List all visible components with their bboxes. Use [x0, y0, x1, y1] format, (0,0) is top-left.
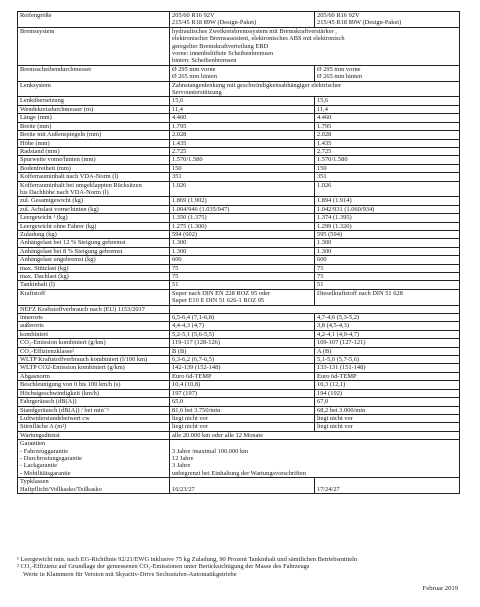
row-value-petrol: 11,4: [170, 105, 315, 113]
row-value-diesel: liegt nicht vor: [315, 414, 460, 422]
row-value-diesel: 1.570/1.580: [315, 156, 460, 164]
table-row: [18, 381, 460, 389]
row-value-diesel: 1.042/931 (1.060/934): [315, 205, 460, 213]
row-label: Anhängelast ungebremst (kg): [18, 256, 170, 264]
row-label: Abgasnorm: [18, 372, 170, 380]
row-value-diesel: 1.026: [315, 181, 460, 197]
row-label: Leergewicht ohne Fahrer (kg): [18, 222, 170, 230]
row-label: Bremsscheibendurchmesser: [18, 65, 170, 81]
table-row: [18, 97, 460, 105]
table-row: [18, 12, 460, 28]
table-row: [18, 264, 460, 272]
table-row: [18, 356, 460, 364]
row-value-petrol: B (B): [170, 347, 315, 355]
table-row: [18, 256, 460, 264]
footnotes: [17, 556, 459, 578]
table-row: [18, 440, 460, 478]
row-label: Wartungsdienst: [18, 431, 170, 439]
row-label: Standgeräusch (dB(A)) / bei min⁻¹: [18, 406, 170, 414]
row-label: Breite mit Außenspiegeln (mm): [18, 131, 170, 139]
table-row: [18, 105, 460, 113]
row-value-petrol: 4,4-4,3 (4,7): [170, 322, 315, 330]
row-value-diesel: 68,2 bei 3.000/min: [315, 406, 460, 414]
row-label: Bremssystem: [18, 27, 170, 65]
row-value-diesel: 150: [315, 164, 460, 172]
row-value-diesel: Euro 6d-TEMP: [315, 372, 460, 380]
table-row: [18, 339, 460, 347]
table-row: [18, 114, 460, 122]
table-row: [18, 414, 460, 422]
row-value-petrol: 1.026: [170, 181, 315, 197]
row-value-diesel: 133-131 (151-148): [315, 364, 460, 372]
table-row: [18, 478, 460, 494]
row-value-petrol: 75: [170, 273, 315, 281]
row-value-diesel: 10,3 (12,1): [315, 381, 460, 389]
row-value-petrol: 205/60 R16 92V 215/45 R18 89W (Design-Paket): [170, 12, 315, 28]
row-value-diesel: 1.795: [315, 122, 460, 130]
row-value-diesel: 11,4: [315, 105, 460, 113]
table-row: [18, 230, 460, 238]
table-row: [18, 347, 460, 355]
row-label: Höchstgeschwindigkeit (km/h): [18, 389, 170, 397]
table-row: [18, 131, 460, 139]
row-value-petrol: 197 (197): [170, 389, 315, 397]
row-label: Wendekreisdurchmesser (m): [18, 105, 170, 113]
row-value-diesel: 2.028: [315, 131, 460, 139]
table-row: [18, 239, 460, 247]
row-value-diesel: 5,1-5,0 (5,7-5,6): [315, 356, 460, 364]
row-label: Radstand (mm): [18, 147, 170, 155]
row-value-diesel: 2.725: [315, 147, 460, 155]
table-row: [18, 122, 460, 130]
row-value-petrol: 594 (602): [170, 230, 315, 238]
row-value-petrol: 600: [170, 256, 315, 264]
row-label: Lenksystem: [18, 81, 170, 97]
row-value-diesel: Ø 295 mm vorne Ø 265 mm hinten: [315, 65, 460, 81]
row-value-diesel: 75: [315, 273, 460, 281]
row-value-petrol: 2.028: [170, 131, 315, 139]
table-row: [18, 205, 460, 213]
row-label: Anhängelast bei 12 % Steigung gebremst: [18, 239, 170, 247]
row-value-diesel: 4.460: [315, 114, 460, 122]
row-label: zul. Gesamtgewicht (kg): [18, 197, 170, 205]
table-row: [18, 164, 460, 172]
table-row: [18, 139, 460, 147]
row-value-petrol: 1.275 (1.300): [170, 222, 315, 230]
row-label: kombiniert: [18, 330, 170, 338]
row-value-petrol: 4.460: [170, 114, 315, 122]
row-value-petrol: Euro 6d-TEMP: [170, 372, 315, 380]
table-row: [18, 214, 460, 222]
table-row: [18, 406, 460, 414]
row-value-merged: [170, 305, 460, 313]
row-label: Spurweite vorne/hinten (mm): [18, 156, 170, 164]
row-value-petrol: 1.435: [170, 139, 315, 147]
row-label: Typklassen Haftpflicht/Vollkasko/Teilkasko: [18, 478, 170, 494]
row-label: Garantien - Fahrzeuggarantie - Durchrostungsgarantie - Lackgarantie - Mobilitätsgarantie: [18, 440, 170, 478]
row-value-diesel: 1.300: [315, 247, 460, 255]
table-row: [18, 398, 460, 406]
table-row: [18, 156, 460, 164]
table-row: [18, 314, 460, 322]
spec-table-body: [18, 12, 460, 494]
row-value-petrol: 1.300: [170, 239, 315, 247]
table-row: [18, 147, 460, 155]
row-value-petrol: liegt nicht vor: [170, 423, 315, 431]
footnote-1: ¹ Leergewicht min. nach EG-Richtlinie 92/21/EWG inklusive 75 kg Zuladung, 90 Prozent Tankinhalt und sämtlichen Betriebsmitteln: [17, 556, 358, 563]
row-label: Anhängelast bei 8 % Steigung gebremst: [18, 247, 170, 255]
table-row: [18, 423, 460, 431]
row-label: Kofferrauminhalt nach VDA-Norm (l): [18, 173, 170, 181]
row-value-petrol: 65,0: [170, 398, 315, 406]
row-value-petrol: 51: [170, 281, 315, 289]
row-label: max. Stützlast (kg): [18, 264, 170, 272]
table-row: [18, 431, 460, 439]
table-row: [18, 247, 460, 255]
row-value-petrol: Super nach DIN EN 228 ROZ 95 oder Super E10 E DIN 51 626-1 ROZ 95: [170, 289, 315, 305]
row-value-diesel: 1.374 (1.395): [315, 214, 460, 222]
row-value-diesel: 15,6: [315, 97, 460, 105]
row-value-diesel: 595 (594): [315, 230, 460, 238]
table-row: [18, 273, 460, 281]
row-value-diesel: 109-107 (127-121): [315, 339, 460, 347]
row-value-diesel: 51: [315, 281, 460, 289]
table-row: [18, 27, 460, 65]
row-value-petrol: 119-117 (128-126): [170, 339, 315, 347]
row-value-merged: alle 20.000 km oder alle 12 Monate: [170, 431, 460, 439]
row-label: innerorts: [18, 314, 170, 322]
row-value-diesel: liegt nicht vor: [315, 423, 460, 431]
row-value-diesel: 1.299 (1.320): [315, 222, 460, 230]
row-value-petrol: 6,3-6,2 (6,7-6,5): [170, 356, 315, 364]
row-value-petrol: 10,4 (10,8): [170, 381, 315, 389]
row-value-petrol: 16/23/27: [170, 478, 315, 494]
row-value-diesel: 75: [315, 264, 460, 272]
table-row: [18, 330, 460, 338]
row-label: Bodenfreiheit (mm): [18, 164, 170, 172]
table-row: [18, 289, 460, 305]
footnote-2: ² CO₂-Effizienz auf Grundlage der gemessenen CO₂-Emissionen unter Berücksichtigung der Masse des Fahrzeugs: [17, 563, 310, 571]
row-label: Fahrgeräusch (dB(A)): [18, 398, 170, 406]
table-row: [18, 281, 460, 289]
table-row: [18, 305, 460, 313]
table-row: [18, 65, 460, 81]
row-value-petrol: 142-139 (152-148): [170, 364, 315, 372]
table-row: [18, 222, 460, 230]
row-value-petrol: 1.350 (1.375): [170, 214, 315, 222]
row-label: Breite (mm): [18, 122, 170, 130]
row-value-merged: 3 Jahre /maximal 100.000 km 12 Jahre 3 Jahre unbegrenzt bei Einhaltung der Wartungsvorschriften: [170, 440, 460, 478]
table-row: [18, 372, 460, 380]
row-label: Leergewicht ¹ (kg): [18, 214, 170, 222]
row-value-diesel: 1.300: [315, 239, 460, 247]
row-label: zul. Achslast vorne/hinten (kg): [18, 205, 170, 213]
row-value-diesel: 1.435: [315, 139, 460, 147]
table-row: [18, 197, 460, 205]
row-label: außerorts: [18, 322, 170, 330]
row-label: Kofferrauminhalt bei umgeklappten Rücksitzen bis Dachhöhe nach VDA-Norm (l): [18, 181, 170, 197]
row-value-diesel: 67,0: [315, 398, 460, 406]
row-value-merged: Zahnstangenlenkung mit geschwindigkeitsabhängiger elektrischer Servounterstützung: [170, 81, 460, 97]
spec-table: [17, 11, 460, 494]
row-value-petrol: 1.570/1.580: [170, 156, 315, 164]
row-label: WLTP CO2-Emission kombiniert (g/km): [18, 364, 170, 372]
table-row: [18, 389, 460, 397]
table-row: [18, 322, 460, 330]
row-label: Zuladung (kg): [18, 230, 170, 238]
row-label: Tankinhalt (l): [18, 281, 170, 289]
row-value-petrol: 15,6: [170, 97, 315, 105]
row-label: max. Dachlast (kg): [18, 273, 170, 281]
row-value-petrol: 6,5-6,4 (7,1-6,8): [170, 314, 315, 322]
table-row: [18, 181, 460, 197]
row-value-diesel: 600: [315, 256, 460, 264]
row-value-diesel: 351: [315, 173, 460, 181]
row-value-petrol: 150: [170, 164, 315, 172]
row-value-petrol: liegt nicht vor: [170, 414, 315, 422]
row-label: WLTP Kraftstoffverbrauch kombiniert (l/100 km): [18, 356, 170, 364]
row-label: NEFZ Kraftstoffverbrauch nach (EU) 1153/2017: [18, 305, 170, 313]
table-row: [18, 364, 460, 372]
row-value-petrol: 5,2-5,1 (5,6-5,5): [170, 330, 315, 338]
row-label: Kraftstoff: [18, 289, 170, 305]
footnote-3: Werte in Klammern für Version mit Skyactiv-Drive Sechsstufen-Automatikgetriebe: [23, 570, 237, 578]
row-value-petrol: 81,6 bei 3.750/min: [170, 406, 315, 414]
row-label: CO₂-Effizienzklasse²: [18, 347, 170, 355]
row-value-diesel: 17/24/27: [315, 478, 460, 494]
row-label: Reifengröße: [18, 12, 170, 28]
row-label: Stirnfläche A (m²): [18, 423, 170, 431]
row-value-petrol: 1.869 (1.902): [170, 197, 315, 205]
row-value-diesel: 3,8 (4,5-4,3): [315, 322, 460, 330]
row-value-diesel: Dieselkraftstoff nach DIN 51 628: [315, 289, 460, 305]
row-label: Länge (mm): [18, 114, 170, 122]
row-value-diesel: 1.894 (1.914): [315, 197, 460, 205]
row-value-petrol: 75: [170, 264, 315, 272]
row-label: Luftwiderstandsbeiwert cw: [18, 414, 170, 422]
row-value-diesel: 4,7-4,6 (5,3-5,2): [315, 314, 460, 322]
row-label: Höhe (mm): [18, 139, 170, 147]
table-row: [18, 81, 460, 97]
row-value-petrol: 2.725: [170, 147, 315, 155]
row-value-petrol: 1.004/946 (1.035/947): [170, 205, 315, 213]
table-row: [18, 173, 460, 181]
row-value-diesel: A (B): [315, 347, 460, 355]
document-date: Februar 2019: [422, 585, 458, 592]
row-value-merged: hydraulisches Zweikreisbremssystem mit Bremskraftverstärker , elektronischer Bremsassistent, elektronisches ABS mit elektronisch geregelter Bremskraftverteilung EBD vorne: innenbelüftete Scheibenbremsen hinten: Scheibenbremsen: [170, 27, 460, 65]
row-value-diesel: 4,2-4,1 (4,9-4,7): [315, 330, 460, 338]
row-label: Lenkübersetzung: [18, 97, 170, 105]
row-value-diesel: 205/60 R16 92V 215/45 R18 89W (Design-Paket): [315, 12, 460, 28]
row-value-diesel: 194 (192): [315, 389, 460, 397]
row-value-petrol: 1.300: [170, 247, 315, 255]
row-label: Beschleunigung von 0 bis 100 km/h (s): [18, 381, 170, 389]
row-value-petrol: 1.795: [170, 122, 315, 130]
row-value-petrol: 351: [170, 173, 315, 181]
row-label: CO₂-Emission kombiniert (g/km): [18, 339, 170, 347]
row-value-petrol: Ø 295 mm vorne Ø 265 mm hinten: [170, 65, 315, 81]
